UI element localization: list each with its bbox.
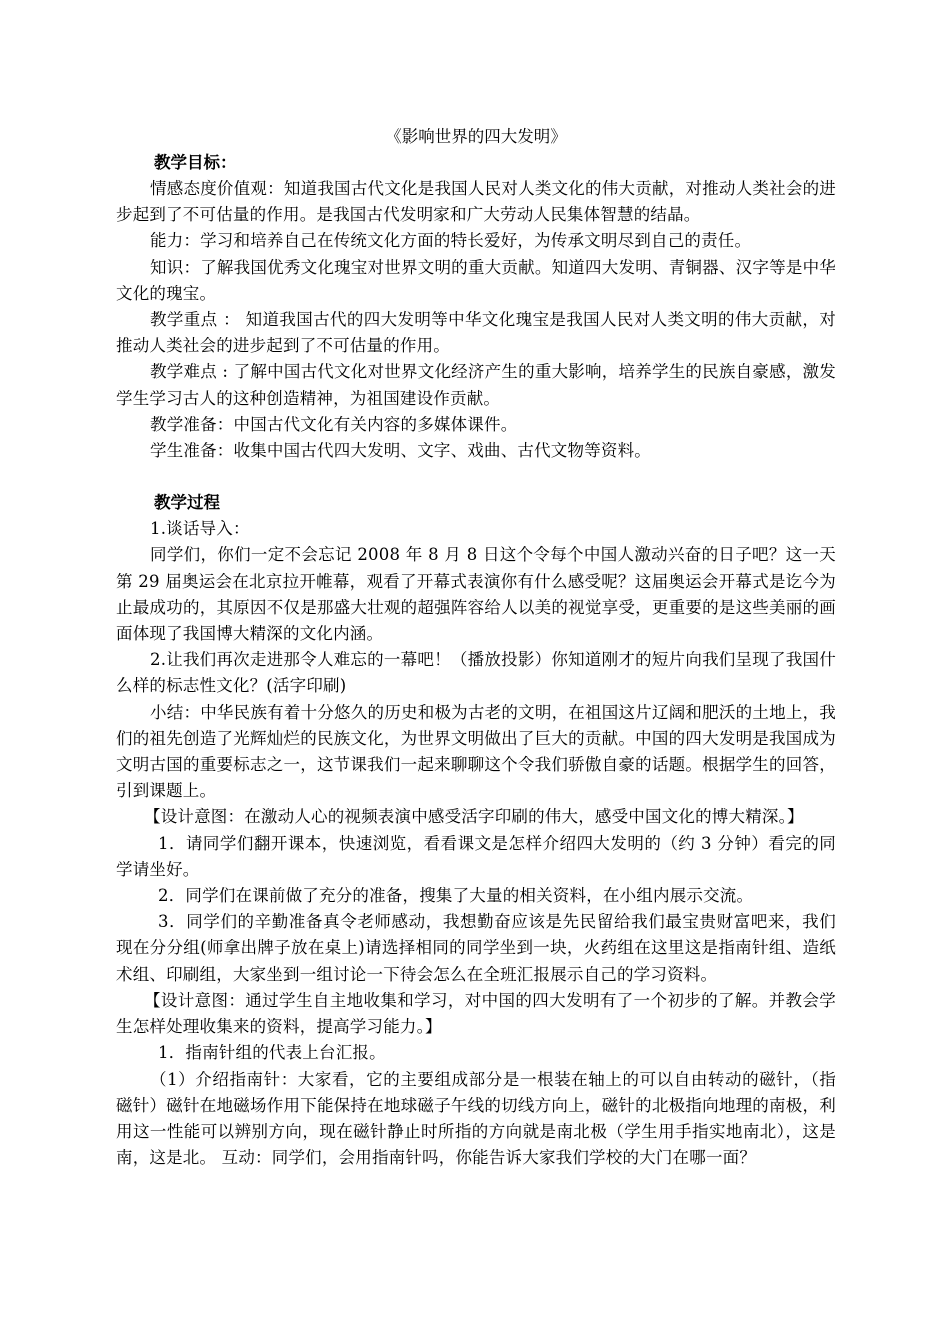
- objective-ability: 能力：学习和培养自己在传统文化方面的特长爱好，为传承文明尽到自己的责任。: [150, 231, 752, 251]
- blank-line: [116, 464, 836, 490]
- objective-attitude: 情感态度价值观：知道我国古代文化是我国人民对人类文化的伟大贡献，对推动人类社会的进步起到了不可估量的作用。是我国古代发明家和广大劳动人民集体智慧的结晶。: [116, 179, 836, 225]
- objectives-heading: 教学目标：: [154, 153, 237, 172]
- process-intro-label: 1.谈话导入：: [150, 519, 250, 539]
- process-step-group: 3．同学们的辛勤准备真令老师感动，我想勤奋应该是先民留给我们最宝贵财富吧来，我们现在分分组(师拿出牌子放在桌上)请选择相同的同学坐到一块，火药组在这里这是指南针组、造纸术组、印刷组，大家坐到一组讨论一下待会怎么在全班汇报展示自己的学习资料。: [116, 912, 836, 984]
- student-preparation: 学生准备：收集中国古代四大发明、文字、戏曲、古代文物等资料。: [150, 441, 651, 461]
- teaching-difficulty: 教学难点 : 了解中国古代文化对世界文化经济产生的重大影响，培养学生的民族自豪感，激发学生学习古人的这种创造精神，为祖国建设作贡献。: [116, 362, 836, 408]
- design-intent-1: 【设计意图：在激动人心的视频表演中感受活字印刷的伟大，感受中国文化的博大精深。】: [144, 807, 804, 827]
- process-step-compass-report: 1．指南针组的代表上台汇报。: [158, 1043, 386, 1063]
- process-paragraph-olympics: 同学们，你们一定不会忘记 2008 年 8 月 8 日这个令每个中国人激动兴奋的日子吧？这一天第 29 届奥运会在北京拉开帷幕，观看了开幕式表演你有什么感受呢？这届奥运会开幕式是讫今为止最成功的，其原因不仅是那盛大壮观的超强阵容给人以美的视觉享受，更重要的是这些美丽的画面体现了我国博大精深的文化内涵。: [116, 545, 836, 644]
- process-paragraph-summary: 小结：中华民族有着十分悠久的历史和极为古老的文明，在祖国这片辽阔和肥沃的土地上，我们的祖先创造了光辉灿烂的民族文化，为世界文明做出了巨大的贡献。中国的四大发明是我国成为文明古国的重要标志之一，这节课我们一起来聊聊这个令我们骄傲自豪的话题。根据学生的回答，引到课题上。: [116, 702, 836, 801]
- document-page: [116, 124, 836, 1171]
- process-heading: 教学过程: [154, 493, 220, 513]
- teaching-focus: 教学重点 ： 知道我国古代的四大发明等中华文化瑰宝是我国人民对人类文明的伟大贡献，对推动人类社会的进步起到了不可估量的作用。: [116, 310, 836, 356]
- process-compass-intro: （1）介绍指南针：大家看，它的主要组成部分是一根装在轴上的可以自由转动的磁针，（指磁针）磁针在地磁场作用下能保持在地球磁子午线的切线方向上，磁针的北极指向地理的南极，利用这一性能可以辨别方向，现在磁针静止时所指的方向就是南北极（学生用手指实地南北），这是南，这是北。 互动：同学们，会用指南针吗，你能告诉大家我们学校的大门在哪一面？: [116, 1069, 836, 1168]
- document-title: 《影响世界的四大发明》: [385, 127, 567, 146]
- design-intent-2: 【设计意图：通过学生自主地收集和学习，对中国的四大发明有了一个初步的了解。并教会学生怎样处理收集来的资料，提高学习能力。】: [116, 990, 836, 1037]
- objective-knowledge: 知识：了解我国优秀文化瑰宝对世界文明的重大贡献。知道四大发明、青铜器、汉字等是中华文化的瑰宝。: [116, 257, 836, 303]
- process-paragraph-replay: 2.让我们再次走进那令人难忘的一幕吧！（播放投影）你知道刚才的短片向我们呈现了我国什么样的标志性文化？(活字印刷): [116, 650, 836, 696]
- teaching-preparation: 教学准备：中国古代文化有关内容的多媒体课件。: [150, 414, 518, 434]
- process-step-read: 1．请同学们翻开课本，快速浏览，看看课文是怎样介绍四大发明的（约 3 分钟）看完的同学请坐好。: [116, 833, 836, 879]
- process-step-share: 2．同学们在课前做了充分的准备，搜集了大量的相关资料，在小组内展示交流。: [158, 886, 754, 906]
